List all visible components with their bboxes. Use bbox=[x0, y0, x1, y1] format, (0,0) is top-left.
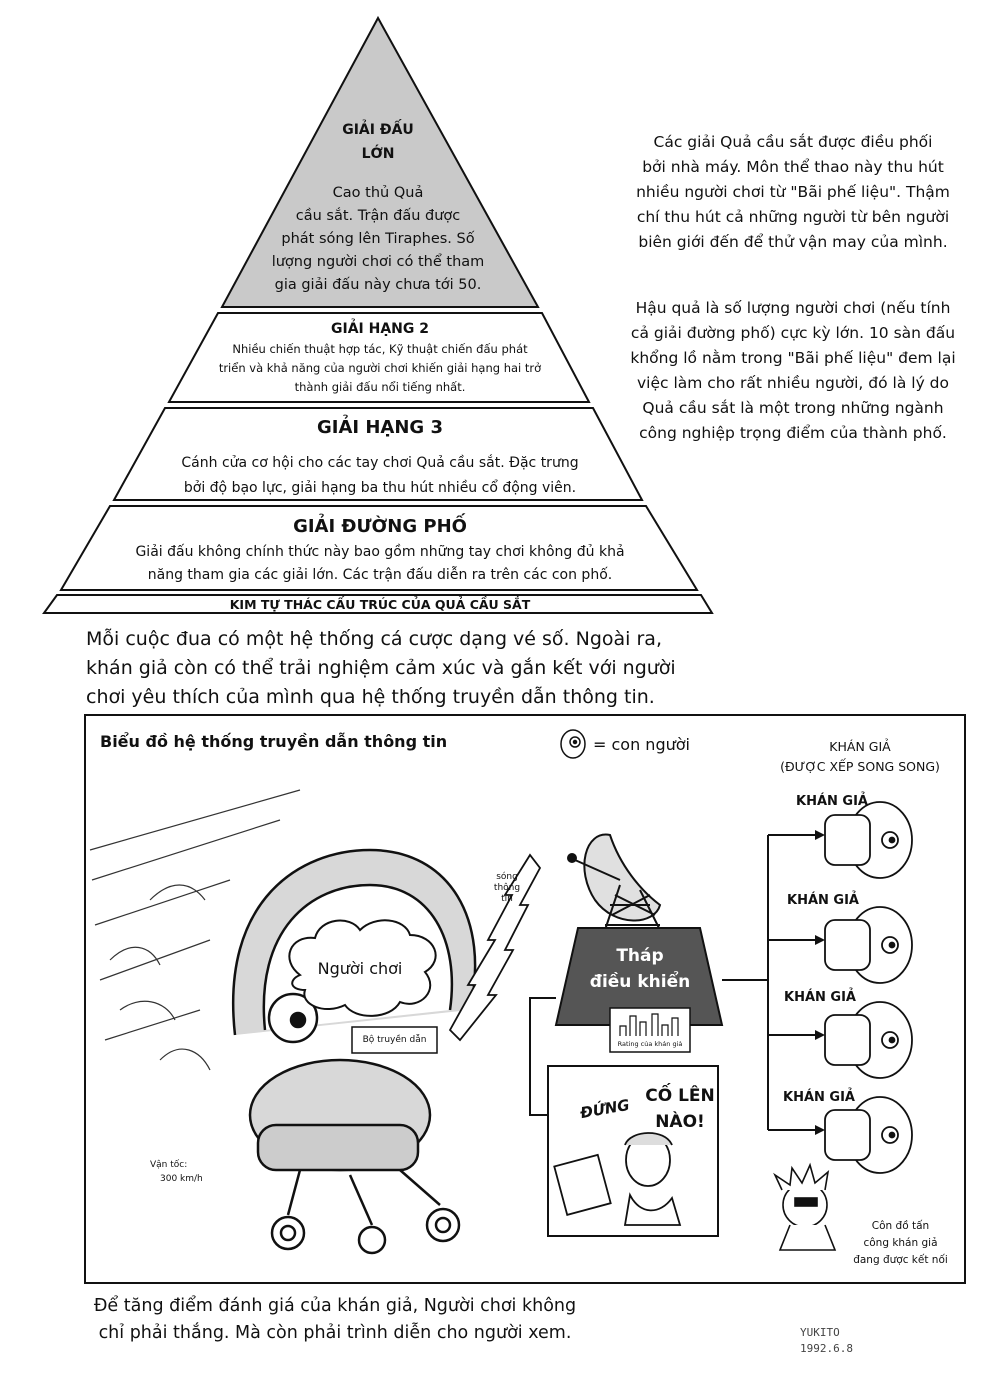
tower-label bbox=[575, 943, 705, 995]
tower-label-line: Tháp bbox=[616, 946, 664, 966]
top-tier-desc-line: gia giải đấu này chưa tới 50. bbox=[274, 277, 482, 293]
top-tier-desc-line: phát sóng lên Tiraphes. Số bbox=[281, 231, 475, 247]
thug-label bbox=[838, 1218, 963, 1269]
speed-label-line: 300 km/h bbox=[160, 1174, 203, 1184]
pyramid-caption: KIM TỰ THÁC CẤU TRÚC CỦA QUẢ CẦU SẮT bbox=[229, 597, 531, 612]
audience-header-line: KHÁN GIẢ bbox=[829, 739, 891, 754]
wave-label bbox=[487, 872, 527, 905]
side-note-line: chí thu hút cả những người từ bên người bbox=[636, 208, 950, 226]
signature bbox=[800, 1325, 853, 1357]
side-note-line: nhiều người chơi từ "Bãi phế liệu". Thậm bbox=[636, 183, 950, 201]
speed-label bbox=[150, 1158, 203, 1186]
top-tier-desc-line: Cao thủ Quả bbox=[332, 185, 424, 201]
top-tier-title-line1: GIẢI ĐẤU bbox=[342, 122, 414, 138]
audience-label: KHÁN GIẢ bbox=[796, 794, 868, 809]
player-label: Người chơi bbox=[317, 959, 403, 978]
street-tier-desc-line: Giải đấu không chính thức này bao gồm những tay chơi không đủ khả bbox=[135, 544, 625, 560]
bottom-paragraph bbox=[70, 1293, 600, 1347]
cheer-left: ĐỨNG bbox=[578, 1095, 631, 1123]
tier3-title: GIẢI HẠNG 3 bbox=[317, 417, 443, 438]
cheer-right bbox=[640, 1083, 720, 1135]
wave-label-line: tin bbox=[501, 894, 513, 904]
side-note-line: bởi nhà máy. Môn thể thao này thu hút bbox=[642, 158, 944, 176]
side-note-line: biên giới đến để thử vận may của mình. bbox=[638, 233, 948, 251]
legend-label: = con người bbox=[593, 735, 690, 754]
middle-paragraph-line: khán giả còn có thể trải nghiệm cảm xúc và gắn kết với người bbox=[86, 657, 676, 679]
audience-label: KHÁN GIẢ bbox=[787, 893, 859, 908]
side-note-line: công nghiệp trọng điểm của thành phố. bbox=[639, 424, 947, 442]
middle-paragraph-line: chơi yêu thích của mình qua hệ thống truyền dẫn thông tin. bbox=[86, 686, 655, 708]
speed-label-line: Vận tốc: bbox=[150, 1160, 188, 1170]
top-tier-desc-line: cầu sắt. Trận đấu được bbox=[295, 208, 461, 224]
tier2-desc-line: triển và khả năng của người chơi khiến giải hạng hai trở bbox=[218, 361, 542, 375]
top-tier-desc-line: lượng người chơi có thể tham bbox=[271, 254, 485, 270]
cheer-right-line: NÀO! bbox=[655, 1112, 705, 1132]
thug-label-line: Côn đồ tấn bbox=[871, 1220, 930, 1232]
transmitter-label: Bộ truyền dẫn bbox=[362, 1035, 427, 1045]
side-note-line: Quả cầu sắt là một trong những ngành bbox=[642, 399, 944, 417]
human-head-icon bbox=[561, 730, 585, 758]
wave-label-line: thông bbox=[493, 883, 521, 893]
tier3-desc-line: Cánh cửa cơ hội cho các tay chơi Quả cầu sắt. Đặc trưng bbox=[181, 455, 579, 471]
tier2-desc-line: Nhiều chiến thuật hợp tác, Kỹ thuật chiến đấu phát bbox=[232, 342, 528, 356]
side-note-line: việc làm cho rất nhiều người, đó là lý do bbox=[636, 374, 949, 392]
thug-label-line: công khán giả bbox=[863, 1237, 938, 1249]
side-note-line: Các giải Quả cầu sắt được điều phối bbox=[653, 133, 933, 151]
tier3-desc-line: bởi độ bạo lực, giải hạng ba thu hút nhiều cổ động viên. bbox=[183, 480, 577, 496]
audience-label: KHÁN GIẢ bbox=[784, 990, 856, 1005]
middle-paragraph-line: Mỗi cuộc đua có một hệ thống cá cược dạng vé số. Ngoài ra, bbox=[86, 628, 662, 650]
audience-header bbox=[755, 737, 965, 777]
signature-line: YUKITO bbox=[800, 1326, 840, 1339]
side-note-line: khổng lồ nằm trong "Bãi phế liệu" đem lại bbox=[630, 349, 956, 367]
bottom-paragraph-line: chỉ phải thắng. Mà còn phải trình diễn cho người xem. bbox=[98, 1323, 572, 1343]
street-tier-desc-line: năng tham gia các giải lớn. Các trận đấu diễn ra trên các con phố. bbox=[147, 567, 613, 583]
thug-label-line: đang được kết nối bbox=[853, 1254, 948, 1266]
tier2-title: GIẢI HẠNG 2 bbox=[331, 321, 429, 337]
tier2-desc-line: thành giải đấu nổi tiếng nhất. bbox=[294, 380, 466, 394]
tower-label-line: điều khiển bbox=[589, 972, 691, 992]
diagram-title: Biểu đồ hệ thống truyền dẫn thông tin bbox=[100, 732, 448, 751]
side-note-line: Hậu quả là số lượng người chơi (nếu tính bbox=[635, 299, 951, 317]
wave-label-line: sóng bbox=[496, 872, 518, 882]
rating-label: Rating của khán giả bbox=[617, 1040, 683, 1048]
cheer-right-line: CỐ LÊN bbox=[645, 1086, 715, 1106]
top-tier-title-line2: LỚN bbox=[361, 146, 395, 162]
audience-header-line: (ĐƯỢC XẾP SONG SONG) bbox=[780, 759, 940, 774]
side-note-line: cả giải đường phố) cực kỳ lớn. 10 sàn đấu bbox=[630, 324, 956, 342]
bottom-paragraph-line: Để tăng điểm đánh giá của khán giả, Người chơi không bbox=[93, 1296, 577, 1316]
audience-label: KHÁN GIẢ bbox=[783, 1090, 855, 1105]
street-tier-title: GIẢI ĐƯỜNG PHỐ bbox=[293, 516, 467, 537]
signature-line: 1992.6.8 bbox=[800, 1342, 853, 1355]
